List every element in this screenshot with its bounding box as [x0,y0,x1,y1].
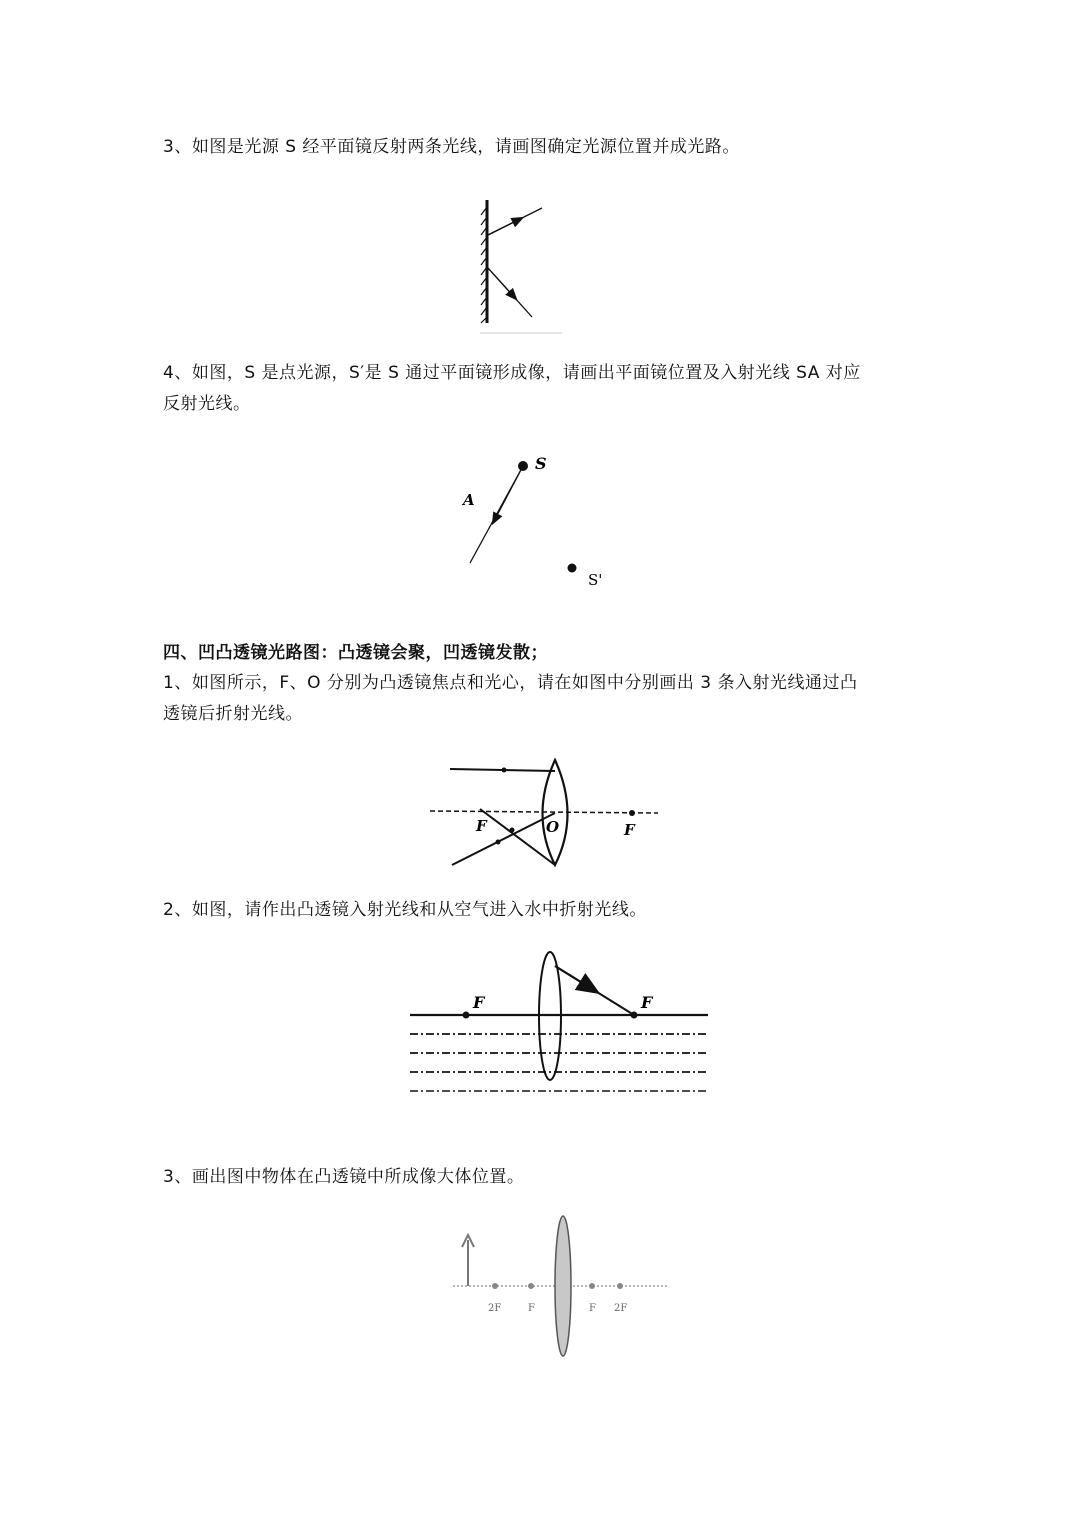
convex-lens-three-rays-figure [420,755,670,875]
lens-question-2-text: 2、如图，请作出凸透镜入射光线和从空气进入水中折射光线。 [163,900,647,920]
question-4-line2: 反射光线。 [163,394,251,414]
image-point-s-prime [568,564,577,573]
point-source-s [518,461,528,471]
tick-2f-left: 2F [488,1303,502,1314]
point-2f-left [492,1283,498,1289]
convex-lens-water-figure [405,950,715,1100]
convex-lens [555,1216,571,1356]
focus-right [629,810,635,816]
lens-question-1-line1: 1、如图所示，F、O 分别为凸透镜焦点和光心，请在如图中分别画出 3 条入射光线通过凸 [163,673,858,693]
focus-right [631,1012,638,1019]
principal-axis [430,811,658,813]
lens-question-1-line2: 透镜后折射光线。 [163,704,303,724]
label-f-left: F [473,993,485,1012]
tick-f-left: F [528,1303,535,1314]
focus-left [463,1012,470,1019]
point-f-left [528,1283,534,1289]
ray-through-focus [480,809,555,865]
ray-through-center [452,813,555,865]
section-4-heading: 四、凹凸透镜光路图：凸透镜会聚，凹透镜发散； [163,643,548,663]
label-a: A [463,491,475,509]
object-image-figure [445,1210,675,1365]
tick-2f-right: 2F [614,1303,628,1314]
point-source-figure [455,445,625,595]
label-f-right: F [624,821,635,839]
label-o: O [546,818,560,836]
label-s: S [535,454,547,473]
label-f-left: F [476,817,487,835]
mirror-reflection-figure [470,195,580,340]
label-f-right: F [641,993,653,1012]
question-4-line1: 4、如图，S 是点光源，S′是 S 通过平面镜形成像，请画出平面镜位置及入射光线 SA 对应 [163,363,861,383]
question-3-text: 3、如图是光源 S 经平面镜反射两条光线，请画图确定光源位置并成光路。 [163,137,740,157]
tick-f-right: F [589,1303,596,1314]
point-2f-right [617,1283,623,1289]
lens-question-3-text: 3、画出图中物体在凸透镜中所成像大体位置。 [163,1167,525,1187]
label-s-prime: S' [588,571,603,589]
point-f-right [589,1283,595,1289]
